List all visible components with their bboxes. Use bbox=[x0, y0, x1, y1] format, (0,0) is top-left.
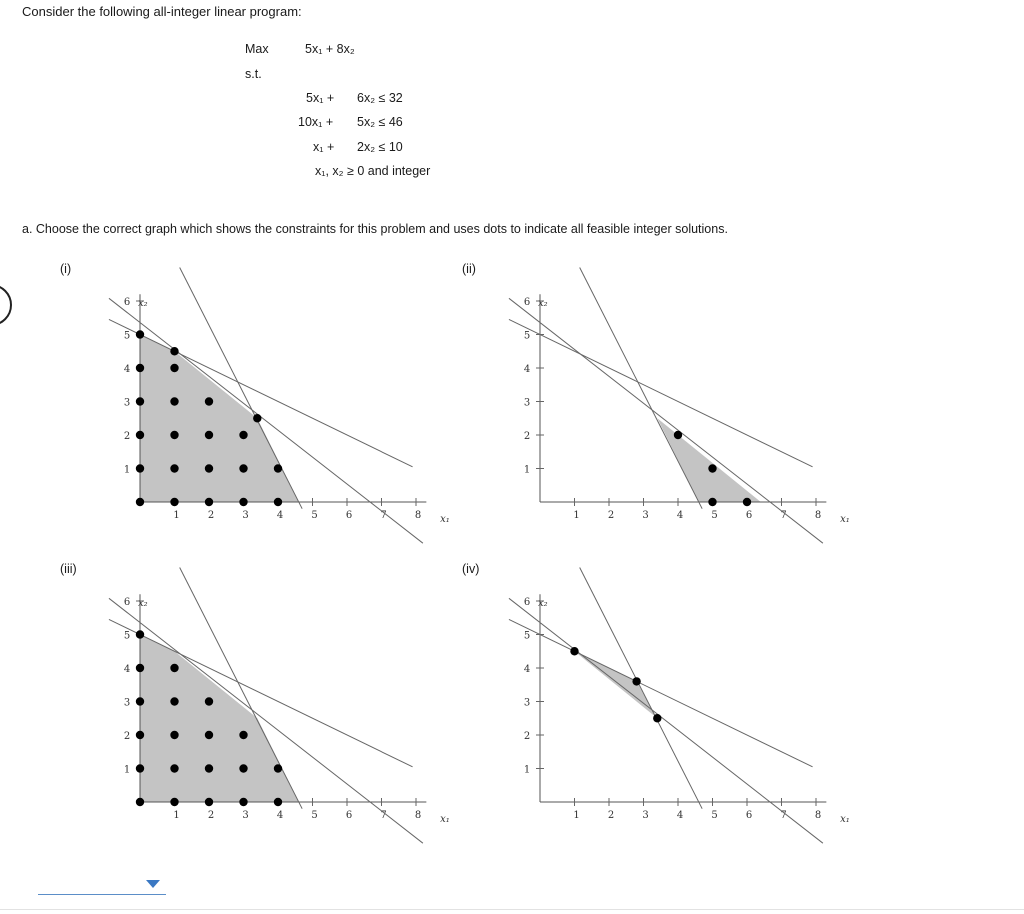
integer-solution-dot bbox=[170, 697, 178, 705]
lp-constraint-3-rhs: 2x₂ ≤ 10 bbox=[357, 140, 403, 154]
constraint-line-1 bbox=[509, 298, 823, 543]
lp-nonnegativity: x₁, x₂ ≥ 0 and integer bbox=[315, 164, 431, 178]
y-tick-label: 5 bbox=[123, 630, 131, 642]
x-tick-label: 7 bbox=[780, 510, 787, 521]
lp-constraint-3-lhs: x₁ + bbox=[313, 140, 335, 154]
integer-solution-dot bbox=[136, 397, 144, 405]
question-a: a. Choose the correct graph which shows the constraints for this problem and uses dots to indicate all feasible integer solutions. bbox=[22, 222, 728, 236]
integer-solution-dot bbox=[136, 664, 144, 672]
x-tick-label: 3 bbox=[642, 810, 649, 821]
divider bbox=[0, 909, 1024, 910]
integer-solution-dot bbox=[170, 764, 178, 772]
x-axis-label: x₁ bbox=[840, 814, 850, 825]
y-tick-label: 1 bbox=[523, 764, 531, 776]
x-tick-label: 6 bbox=[745, 510, 753, 521]
y-tick-label: 6 bbox=[523, 597, 531, 608]
x-tick-label: 4 bbox=[276, 510, 284, 521]
integer-solution-dot bbox=[674, 431, 682, 439]
y-tick-label: 4 bbox=[523, 664, 531, 675]
graph-label-ii: (ii) bbox=[462, 262, 476, 276]
integer-solution-dot bbox=[205, 798, 213, 806]
x-tick-label: 1 bbox=[573, 810, 580, 821]
integer-solution-dot bbox=[136, 330, 144, 338]
x-tick-label: 1 bbox=[173, 510, 180, 521]
y-axis-label: x₂ bbox=[138, 598, 148, 609]
x-tick-label: 8 bbox=[414, 810, 422, 821]
x-tick-label: 8 bbox=[414, 510, 422, 521]
x-tick-label: 4 bbox=[676, 810, 684, 821]
x-tick-label: 1 bbox=[573, 510, 580, 521]
integer-solution-dot bbox=[708, 498, 716, 506]
x-tick-label: 5 bbox=[711, 510, 718, 521]
integer-solution-dot bbox=[136, 431, 144, 439]
y-tick-label: 2 bbox=[523, 431, 531, 442]
integer-solution-dot bbox=[253, 414, 261, 422]
integer-solution-dot bbox=[653, 714, 661, 722]
integer-solution-dot bbox=[136, 630, 144, 638]
integer-solution-dot bbox=[570, 647, 578, 655]
constraint-line-2 bbox=[580, 268, 702, 509]
integer-solution-dot bbox=[136, 498, 144, 506]
y-tick-label: 5 bbox=[523, 630, 531, 642]
y-tick-label: 4 bbox=[123, 364, 131, 375]
integer-solution-dot bbox=[205, 498, 213, 506]
x-tick-label: 4 bbox=[276, 810, 284, 821]
lp-max-label: Max bbox=[245, 42, 269, 56]
graph-iv bbox=[500, 562, 850, 832]
integer-solution-dot bbox=[170, 798, 178, 806]
integer-solution-dot bbox=[239, 764, 247, 772]
integer-solution-dot bbox=[136, 364, 144, 372]
integer-solution-dot bbox=[170, 664, 178, 672]
integer-solution-dot bbox=[136, 798, 144, 806]
graph-ii bbox=[500, 262, 850, 532]
integer-solution-dot bbox=[632, 677, 640, 685]
answer-radio-button[interactable] bbox=[0, 284, 12, 326]
integer-solution-dot bbox=[170, 397, 178, 405]
lp-constraint-1-rhs: 6x₂ ≤ 32 bbox=[357, 91, 403, 105]
integer-solution-dot bbox=[274, 464, 282, 472]
y-tick-label: 3 bbox=[523, 697, 531, 709]
y-tick-label: 1 bbox=[123, 764, 131, 776]
lp-constraint-1-lhs: 5x₁ + bbox=[306, 91, 335, 105]
integer-solution-dot bbox=[170, 464, 178, 472]
y-tick-label: 5 bbox=[523, 330, 531, 342]
integer-solution-dot bbox=[239, 498, 247, 506]
y-axis-label: x₂ bbox=[138, 298, 148, 309]
graph-label-iii: (iii) bbox=[60, 562, 77, 576]
x-tick-label: 6 bbox=[345, 810, 353, 821]
y-tick-label: 2 bbox=[123, 431, 131, 442]
integer-solution-dot bbox=[239, 731, 247, 739]
integer-solution-dot bbox=[274, 764, 282, 772]
feasible-region bbox=[140, 635, 299, 803]
constraint-line-3 bbox=[509, 619, 813, 766]
feasible-region bbox=[575, 651, 658, 718]
x-tick-label: 4 bbox=[676, 510, 684, 521]
x-tick-label: 8 bbox=[814, 510, 822, 521]
x-tick-label: 6 bbox=[745, 810, 753, 821]
integer-solution-dot bbox=[239, 464, 247, 472]
lp-st-label: s.t. bbox=[245, 67, 262, 81]
integer-solution-dot bbox=[239, 798, 247, 806]
x-tick-label: 7 bbox=[380, 510, 387, 521]
integer-solution-dot bbox=[274, 498, 282, 506]
integer-solution-dot bbox=[170, 498, 178, 506]
x-tick-label: 2 bbox=[207, 810, 215, 821]
x-tick-label: 3 bbox=[242, 810, 249, 821]
y-tick-label: 3 bbox=[123, 397, 131, 409]
y-tick-label: 3 bbox=[123, 697, 131, 709]
y-tick-label: 6 bbox=[523, 297, 531, 308]
integer-solution-dot bbox=[205, 397, 213, 405]
x-tick-label: 2 bbox=[607, 510, 615, 521]
x-tick-label: 3 bbox=[242, 510, 249, 521]
x-tick-label: 8 bbox=[814, 810, 822, 821]
lp-objective: 5x₁ + 8x₂ bbox=[305, 42, 355, 56]
integer-solution-dot bbox=[170, 364, 178, 372]
y-tick-label: 2 bbox=[123, 731, 131, 742]
y-tick-label: 1 bbox=[123, 464, 131, 476]
graph-label-i: (i) bbox=[60, 262, 72, 276]
graph-i bbox=[100, 262, 450, 532]
x-tick-label: 6 bbox=[345, 510, 353, 521]
integer-solution-dot bbox=[136, 764, 144, 772]
integer-solution-dot bbox=[205, 731, 213, 739]
y-axis-label: x₂ bbox=[538, 598, 548, 609]
integer-solution-dot bbox=[239, 431, 247, 439]
x-tick-label: 7 bbox=[780, 810, 787, 821]
feasible-region bbox=[657, 418, 761, 502]
x-axis-label: x₁ bbox=[440, 814, 450, 825]
chevron-down-icon[interactable] bbox=[146, 880, 160, 888]
y-tick-label: 6 bbox=[123, 297, 131, 308]
x-tick-label: 5 bbox=[311, 510, 318, 521]
y-axis-label: x₂ bbox=[538, 298, 548, 309]
integer-solution-dot bbox=[274, 798, 282, 806]
y-tick-label: 2 bbox=[523, 731, 531, 742]
integer-solution-dot bbox=[136, 464, 144, 472]
x-tick-label: 5 bbox=[311, 810, 318, 821]
integer-solution-dot bbox=[170, 347, 178, 355]
constraint-line-1 bbox=[509, 598, 823, 843]
y-tick-label: 4 bbox=[523, 364, 531, 375]
lp-constraint-2-rhs: 5x₂ ≤ 46 bbox=[357, 115, 403, 129]
x-tick-label: 2 bbox=[207, 510, 215, 521]
constraint-line-2 bbox=[580, 568, 702, 809]
integer-solution-dot bbox=[136, 697, 144, 705]
x-tick-label: 5 bbox=[711, 810, 718, 821]
integer-solution-dot bbox=[170, 431, 178, 439]
x-axis-label: x₁ bbox=[840, 514, 850, 525]
x-tick-label: 2 bbox=[607, 810, 615, 821]
y-tick-label: 3 bbox=[523, 397, 531, 409]
integer-solution-dot bbox=[205, 464, 213, 472]
x-axis-label: x₁ bbox=[440, 514, 450, 525]
intro-text: Consider the following all-integer linear program: bbox=[22, 4, 302, 19]
x-tick-label: 3 bbox=[642, 510, 649, 521]
y-tick-label: 4 bbox=[123, 664, 131, 675]
integer-solution-dot bbox=[205, 697, 213, 705]
integer-solution-dot bbox=[136, 731, 144, 739]
feasible-region bbox=[140, 335, 299, 503]
x-tick-label: 7 bbox=[380, 810, 387, 821]
y-tick-label: 6 bbox=[123, 597, 131, 608]
graph-label-iv: (iv) bbox=[462, 562, 480, 576]
integer-solution-dot bbox=[708, 464, 716, 472]
y-tick-label: 5 bbox=[123, 330, 131, 342]
lp-constraint-2-lhs: 10x₁ + bbox=[298, 115, 334, 129]
integer-solution-dot bbox=[743, 498, 751, 506]
integer-solution-dot bbox=[205, 431, 213, 439]
x-tick-label: 1 bbox=[173, 810, 180, 821]
constraint-line-3 bbox=[509, 319, 813, 466]
answer-select-dropdown[interactable] bbox=[38, 878, 166, 895]
graph-iii bbox=[100, 562, 450, 832]
integer-solution-dot bbox=[205, 764, 213, 772]
integer-solution-dot bbox=[170, 731, 178, 739]
y-tick-label: 1 bbox=[523, 464, 531, 476]
